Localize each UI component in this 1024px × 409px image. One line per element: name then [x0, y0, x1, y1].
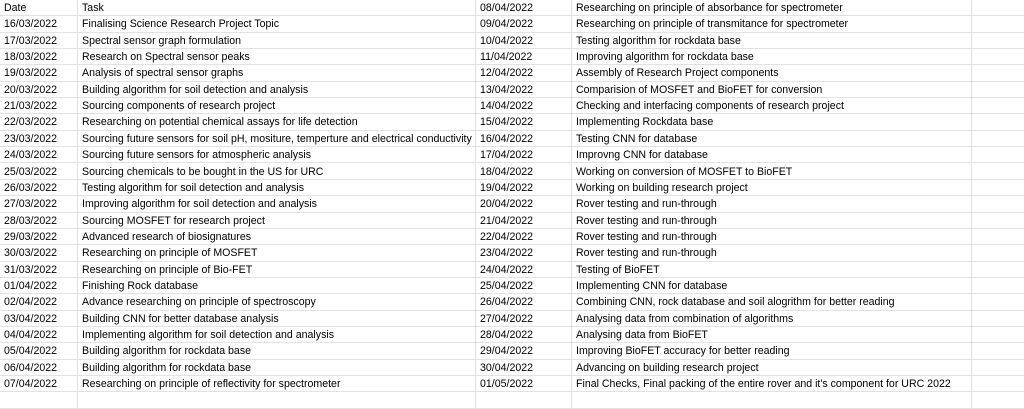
table-row: [0, 196, 1024, 212]
table-cell[interactable]: Improvng CNN for database: [572, 147, 972, 163]
table-cell[interactable]: 17/03/2022: [0, 33, 78, 49]
table-row: [0, 311, 1024, 327]
table-row: [0, 164, 1024, 180]
table-cell[interactable]: [972, 229, 1024, 245]
table-cell[interactable]: Improving BioFET accuracy for better reading: [572, 343, 972, 359]
table-cell[interactable]: 10/04/2022: [476, 33, 572, 49]
table-cell[interactable]: Analysing data from BioFET: [572, 327, 972, 343]
table-row: [0, 65, 1024, 81]
table-cell[interactable]: Sourcing MOSFET for research project: [78, 213, 476, 229]
table-row: [0, 278, 1024, 294]
table-cell[interactable]: 21/04/2022: [476, 213, 572, 229]
table-cell[interactable]: [972, 343, 1024, 359]
table-cell[interactable]: 30/04/2022: [476, 360, 572, 376]
table-cell[interactable]: 20/03/2022: [0, 82, 78, 98]
table-cell[interactable]: Building algorithm for rockdata base: [78, 343, 476, 359]
table-cell[interactable]: Finishing Rock database: [78, 278, 476, 294]
table-cell[interactable]: Research on Spectral sensor peaks: [78, 49, 476, 65]
table-cell[interactable]: 24/04/2022: [476, 262, 572, 278]
table-cell[interactable]: 05/04/2022: [0, 343, 78, 359]
table-cell[interactable]: Advanced research of biosignatures: [78, 229, 476, 245]
table-cell[interactable]: Improving algorithm for rockdata base: [572, 49, 972, 65]
table-row: [0, 360, 1024, 376]
table-cell[interactable]: 22/03/2022: [0, 114, 78, 130]
table-cell[interactable]: 03/04/2022: [0, 311, 78, 327]
table-cell[interactable]: 04/04/2022: [0, 327, 78, 343]
table-cell[interactable]: Advancing on building research project: [572, 360, 972, 376]
table-cell[interactable]: 26/03/2022: [0, 180, 78, 196]
table-cell[interactable]: Improving algorithm for soil detection and analysis: [78, 196, 476, 212]
table-cell[interactable]: 28/03/2022: [0, 213, 78, 229]
table-cell[interactable]: [476, 392, 572, 408]
table-cell[interactable]: 25/03/2022: [0, 164, 78, 180]
table-cell[interactable]: Sourcing future sensors for atmospheric analysis: [78, 147, 476, 163]
table-cell[interactable]: 06/04/2022: [0, 360, 78, 376]
table-cell[interactable]: Analysis of spectral sensor graphs: [78, 65, 476, 81]
table-cell[interactable]: Assembly of Research Project components: [572, 65, 972, 81]
table-cell[interactable]: Researching on principle of absorbance for spectrometer: [572, 0, 972, 16]
table-cell[interactable]: Implementing algorithm for soil detection and analysis: [78, 327, 476, 343]
table-cell[interactable]: [972, 245, 1024, 261]
table-cell[interactable]: [972, 180, 1024, 196]
table-row: [0, 131, 1024, 147]
table-cell[interactable]: Working on conversion of MOSFET to BioFET: [572, 164, 972, 180]
table-cell[interactable]: 18/04/2022: [476, 164, 572, 180]
table-cell[interactable]: [972, 16, 1024, 32]
table-cell[interactable]: Final Checks, Final packing of the entire rover and it's component for URC 2022: [572, 376, 972, 392]
table-cell[interactable]: 23/03/2022: [0, 131, 78, 147]
table-cell[interactable]: 26/04/2022: [476, 294, 572, 310]
table-cell[interactable]: Researching on principle of transmitance for spectrometer: [572, 16, 972, 32]
table-cell[interactable]: [972, 65, 1024, 81]
table-cell[interactable]: Building algorithm for soil detection and analysis: [78, 82, 476, 98]
table-cell[interactable]: [972, 98, 1024, 114]
table-cell[interactable]: Implementing CNN for database: [572, 278, 972, 294]
table-row: [0, 82, 1024, 98]
table-cell[interactable]: [972, 49, 1024, 65]
table-cell[interactable]: 25/04/2022: [476, 278, 572, 294]
table-cell[interactable]: Comparision of MOSFET and BioFET for conversion: [572, 82, 972, 98]
table-cell[interactable]: Rover testing and run-through: [572, 229, 972, 245]
table-cell[interactable]: 23/04/2022: [476, 245, 572, 261]
table-cell[interactable]: Testing CNN for database: [572, 131, 972, 147]
table-cell[interactable]: 24/03/2022: [0, 147, 78, 163]
table-cell[interactable]: Date: [0, 0, 78, 16]
table-cell[interactable]: Finalising Science Research Project Topic: [78, 16, 476, 32]
table-cell[interactable]: 19/03/2022: [0, 65, 78, 81]
table-row: [0, 114, 1024, 130]
table-cell[interactable]: 20/04/2022: [476, 196, 572, 212]
table-cell[interactable]: 27/04/2022: [476, 311, 572, 327]
table-cell[interactable]: [0, 392, 78, 408]
table-row: [0, 16, 1024, 32]
table-row: [0, 327, 1024, 343]
table-cell[interactable]: 01/05/2022: [476, 376, 572, 392]
table-cell[interactable]: [972, 327, 1024, 343]
table-cell[interactable]: Implementing Rockdata base: [572, 114, 972, 130]
table-cell[interactable]: 29/04/2022: [476, 343, 572, 359]
table-cell[interactable]: [972, 196, 1024, 212]
table-cell[interactable]: 28/04/2022: [476, 327, 572, 343]
table-row: [0, 392, 1024, 408]
table-cell[interactable]: Sourcing chemicals to be bought in the US for URC: [78, 164, 476, 180]
table-cell[interactable]: Sourcing components of research project: [78, 98, 476, 114]
table-row: [0, 245, 1024, 261]
table-cell[interactable]: [972, 114, 1024, 130]
table-cell[interactable]: Working on building research project: [572, 180, 972, 196]
table-cell[interactable]: 16/04/2022: [476, 131, 572, 147]
table-cell[interactable]: Rover testing and run-through: [572, 213, 972, 229]
table-cell[interactable]: Testing algorithm for rockdata base: [572, 33, 972, 49]
table-cell[interactable]: [972, 213, 1024, 229]
table-cell[interactable]: Spectral sensor graph formulation: [78, 33, 476, 49]
table-cell[interactable]: [972, 278, 1024, 294]
header-row: [0, 0, 1024, 16]
table-cell[interactable]: Testing of BioFET: [572, 262, 972, 278]
table-cell[interactable]: 29/03/2022: [0, 229, 78, 245]
table-cell[interactable]: Researching on principle of Bio-FET: [78, 262, 476, 278]
table-cell[interactable]: Building algorithm for rockdata base: [78, 360, 476, 376]
table-row: [0, 376, 1024, 392]
table-cell[interactable]: [78, 392, 476, 408]
table-row: [0, 33, 1024, 49]
table-cell[interactable]: [972, 131, 1024, 147]
table-cell[interactable]: 02/04/2022: [0, 294, 78, 310]
table-cell[interactable]: Checking and interfacing components of research project: [572, 98, 972, 114]
table-cell[interactable]: 13/04/2022: [476, 82, 572, 98]
table-cell[interactable]: 18/03/2022: [0, 49, 78, 65]
table-cell[interactable]: Building CNN for better database analysis: [78, 311, 476, 327]
table-cell[interactable]: Advance researching on principle of spectroscopy: [78, 294, 476, 310]
table-cell[interactable]: [972, 360, 1024, 376]
table-row: [0, 49, 1024, 65]
table-cell[interactable]: [972, 164, 1024, 180]
table-cell[interactable]: 01/04/2022: [0, 278, 78, 294]
table-cell[interactable]: 09/04/2022: [476, 16, 572, 32]
table-cell[interactable]: [972, 294, 1024, 310]
table-cell[interactable]: 21/03/2022: [0, 98, 78, 114]
table-cell[interactable]: 16/03/2022: [0, 16, 78, 32]
table-cell[interactable]: [972, 82, 1024, 98]
table-cell[interactable]: Rover testing and run-through: [572, 245, 972, 261]
table-cell[interactable]: [572, 392, 972, 408]
table-cell[interactable]: 22/04/2022: [476, 229, 572, 245]
table-cell[interactable]: Researching on principle of reflectivity for spectrometer: [78, 376, 476, 392]
table-cell[interactable]: Researching on potential chemical assays for life detection: [78, 114, 476, 130]
table-row: [0, 213, 1024, 229]
table-cell[interactable]: Combining CNN, rock database and soil alogrithm for better reading: [572, 294, 972, 310]
table-cell[interactable]: 14/04/2022: [476, 98, 572, 114]
table-row: [0, 229, 1024, 245]
table-cell[interactable]: Analysing data from combination of algorithms: [572, 311, 972, 327]
table-row: [0, 262, 1024, 278]
table-cell[interactable]: 11/04/2022: [476, 49, 572, 65]
table-cell[interactable]: 17/04/2022: [476, 147, 572, 163]
table-cell[interactable]: [972, 376, 1024, 392]
table-cell[interactable]: 30/03/2022: [0, 245, 78, 261]
table-cell[interactable]: 15/04/2022: [476, 114, 572, 130]
table-cell[interactable]: [972, 311, 1024, 327]
table-cell[interactable]: 12/04/2022: [476, 65, 572, 81]
table-cell[interactable]: [972, 262, 1024, 278]
table-cell[interactable]: 31/03/2022: [0, 262, 78, 278]
table-cell[interactable]: [972, 147, 1024, 163]
table-cell[interactable]: Sourcing future sensors for soil pH, mositure, temperture and electrical conductivity: [78, 131, 476, 147]
table-cell[interactable]: Task: [78, 0, 476, 16]
table-cell[interactable]: 08/04/2022: [476, 0, 572, 16]
table-cell[interactable]: [972, 33, 1024, 49]
table-cell[interactable]: 07/04/2022: [0, 376, 78, 392]
table-row: [0, 180, 1024, 196]
table-cell[interactable]: Rover testing and run-through: [572, 196, 972, 212]
table-cell[interactable]: [972, 0, 1024, 16]
table-cell[interactable]: Testing algorithm for soil detection and analysis: [78, 180, 476, 196]
table-cell[interactable]: 27/03/2022: [0, 196, 78, 212]
table-row: [0, 343, 1024, 359]
table-row: [0, 98, 1024, 114]
table-cell[interactable]: Researching on principle of MOSFET: [78, 245, 476, 261]
table-row: [0, 294, 1024, 310]
table-cell[interactable]: 19/04/2022: [476, 180, 572, 196]
table-cell[interactable]: [972, 392, 1024, 408]
table-row: [0, 147, 1024, 163]
